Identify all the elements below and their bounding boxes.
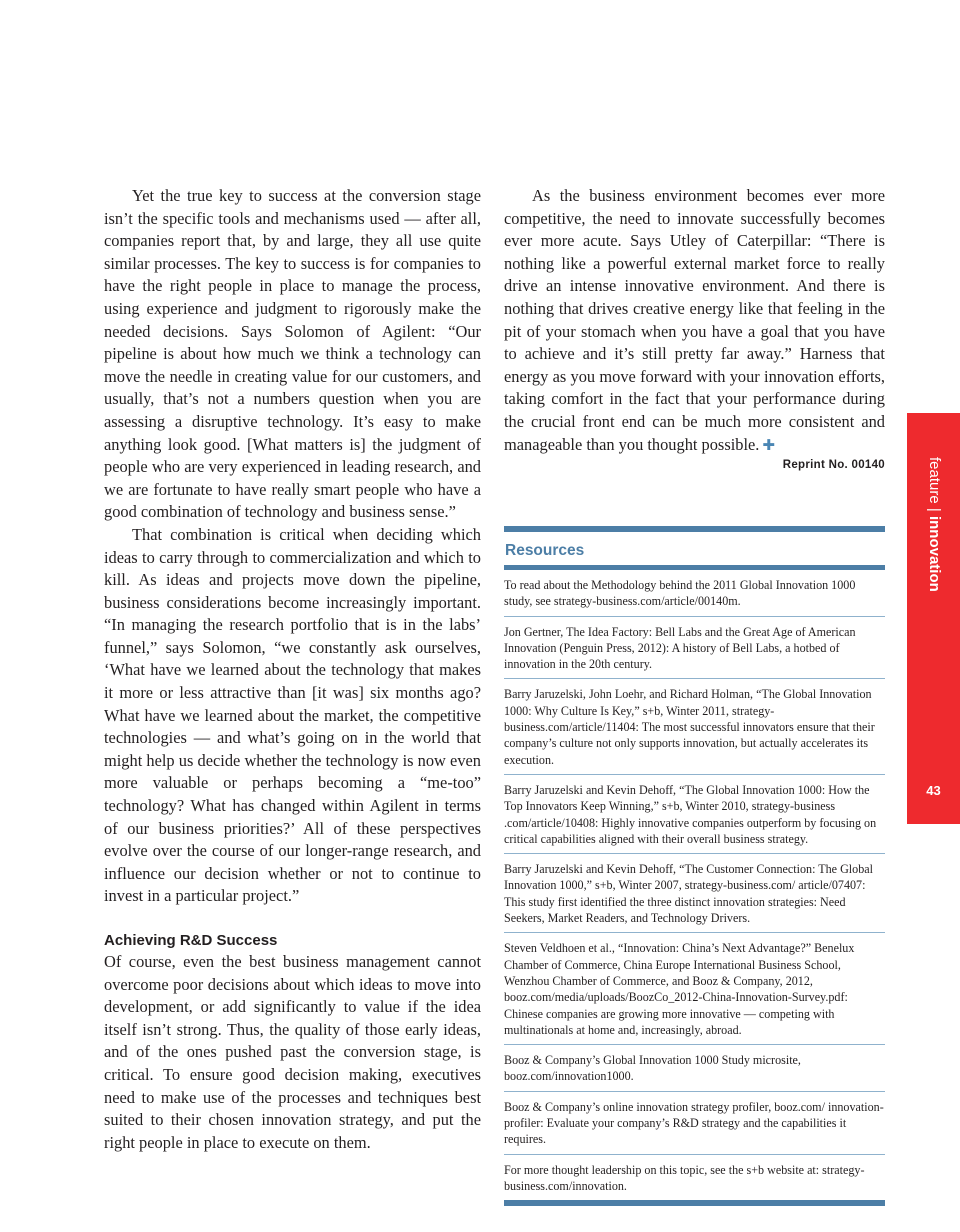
- resources-box: [504, 526, 885, 1206]
- resource-item: Steven Veldhoen et al., “Innovation: China’s Next Advantage?” Benelux Chamber of Commerce, China Europe International Business School, Wenzhou Chamber of Commerce, and Booz & Company, 2012, booz.com/media/uploads/BoozCo_2012-China-Innovation-Survey.pdf: Chinese companies are growing more innovative — competing with multinationals at home and, increasingly, abroad.: [504, 933, 885, 1045]
- section-keyword: innovation: [926, 515, 943, 592]
- section-subhead: Achieving R&D Success: [104, 932, 278, 949]
- resource-item: Barry Jaruzelski and Kevin Dehoff, “The Customer Connection: The Global Innovation 1000,” s+b, Winter 2007, strategy-business.com/ article/07407: This study first identified the three distinct innovation strategies: Need Seekers, Market Readers, and Technology Drivers.: [504, 854, 885, 933]
- right-column: [504, 185, 885, 471]
- body-paragraph: As the business environment becomes ever more competitive, the need to innovate successfully becomes ever more acute. Says Utley of Caterpillar: “There is nothing like a powerful external market force to really drive an intense innovative environment. And there is nothing that drives creative energy like that feeling in the pit of your stomach when you have a goal that you have to achieve and it’s still pretty far away.” Harness that energy as you move forward with your innovation efforts, taking comfort in the fact that your performance during the crucial front end can be much more consistent and manageable than you thought possible.: [504, 186, 885, 454]
- end-mark-icon: ✚: [762, 435, 775, 454]
- left-column: [104, 185, 481, 1154]
- resource-item: Jon Gertner, The Idea Factory: Bell Labs and the Great Age of American Innovation (Penguin Press, 2012): A history of Bell Labs, a hotbed of innovation in the 20th century.: [504, 617, 885, 680]
- body-paragraph-wrapper: [504, 185, 885, 456]
- resources-bottom-rule: [504, 1200, 885, 1206]
- body-paragraph: Of course, even the best business management cannot overcome poor decisions about which ideas to move into development, or add significantly to value if the idea itself isn’t strong. Thus, the quality of those early ideas, and of the ones pushed past the conversion stage, is critical. To ensure good decision making, executives need to make use of the processes and techniques best suited to their chosen innovation strategy, and put the right people in place to execute on them.: [104, 952, 481, 1152]
- section-name: feature: [926, 457, 943, 504]
- section-label: [922, 457, 946, 637]
- resource-item: To read about the Methodology behind the 2011 Global Innovation 1000 study, see strategy-business.com/article/00140m.: [504, 570, 885, 617]
- body-paragraph: Yet the true key to success at the conversion stage isn’t the specific tools and mechanisms used — after all, companies report that, by and large, they all use quite similar processes. The key to success is for companies to have the right people in place to manage the process, using experience and judgment to rigorously make the needed decisions. Says Solomon of Agilent: “Our pipeline is about how much we think a technology can move the needle in creating value for our customers, and usually, that’s not a numbers question when you are assessing a disruptive technology. It’s easy to make anything look good. [What matters is] the judgment of people who are very experienced in leading research, and we are fortunate to have really smart people who have a good combination of technology and business sense.”: [104, 186, 481, 522]
- body-paragraph: That combination is critical when deciding which ideas to carry through to commercialization and which to kill. As ideas and projects move down the pipeline, business considerations become increasingly important. “In managing the research portfolio that is in the labs’ funnel,” says Solomon, “we constantly ask ourselves, ‘What have we learned about the technology that makes it more or less attractive than [it was] six months ago? What have we learned about the market, the competitive technologies — and what’s going on in the world that might help us decide whether the technology is now even more valuable or perhaps becoming a “me-too” technology? What has changed within Agilent in terms of our business priorities?’ All of these perspectives evolve over the course of our longer-range research, and influence our decision whether or not to continue to invest in a particular project.”: [104, 524, 481, 906]
- resource-item: For more thought leadership on this topic, see the s+b website at: strategy-business.com/innovation.: [504, 1162, 865, 1193]
- resource-item: Booz & Company’s online innovation strategy profiler, booz.com/ innovation-profiler: Evaluate your company’s R&D strategy and the capabilities it requires.: [504, 1092, 885, 1155]
- resource-item: Booz & Company’s Global Innovation 1000 Study microsite, booz.com/innovation1000.: [504, 1045, 885, 1092]
- resources-title: Resources: [505, 542, 585, 559]
- reprint-number: Reprint No. 00140: [782, 459, 885, 472]
- resources-list: [504, 570, 885, 1200]
- section-separator: |: [926, 507, 943, 512]
- page-number: 43: [926, 783, 941, 798]
- resource-item: Barry Jaruzelski and Kevin Dehoff, “The Global Innovation 1000: How the Top Innovators Keep Winning,” s+b, Winter 2010, strategy-business .com/article/10408: Highly innovative companies outperform by focusing on critical capabilities aligned with their overall business strategy.: [504, 775, 885, 854]
- section-side-tab: [907, 413, 960, 824]
- resource-item: Barry Jaruzelski, John Loehr, and Richard Holman, “The Global Innovation 1000: Why Culture Is Key,” s+b, Winter 2011, strategy-business.com/article/11404: The most successful innovators ensure that their company’s culture not only supports innovation, but actually accelerates its execution.: [504, 679, 885, 774]
